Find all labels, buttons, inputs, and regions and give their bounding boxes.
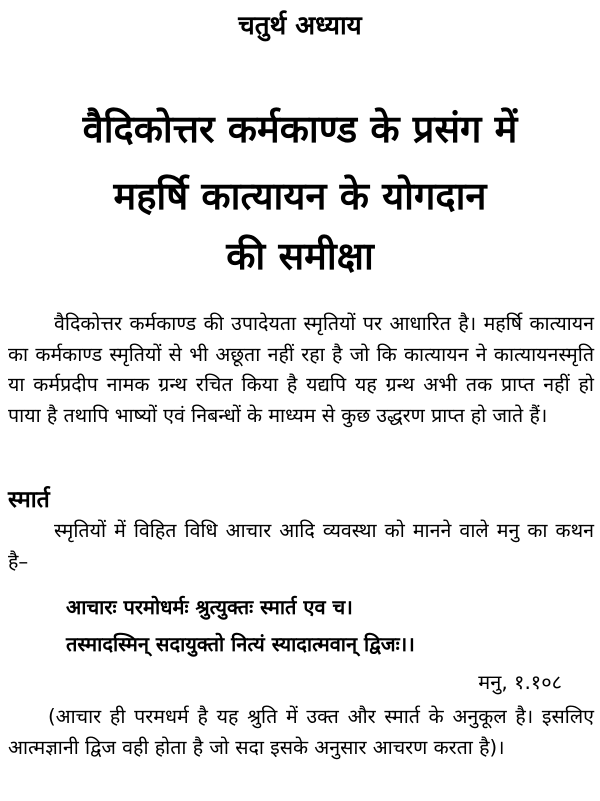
chapter-title-line-1: वैदिकोत्तर कर्मकाण्ड के प्रसंग में — [82, 107, 518, 151]
intro-paragraph: वैदिकोत्तर कर्मकाण्ड की उपादेयता स्मृतियों पर आधारित है। महर्षि कात्यायन का कर्मकाण्ड स्मृतियों से भी अछूता नहीं रहा है जो कि कात्यायन ने कात्यायनस्मृति या कर्मप्रदीप नामक ग्रन्थ रचित किया है यद्यपि यह ग्रन्थ अभी तक प्राप्त नहीं हो पाया है तथापि भाष्यों एवं निबन्धों के माध्यम से कुछ उद्धरण प्राप्त हो जाते हैं। — [8, 312, 594, 427]
chapter-title-line-3: की समीक्षा — [226, 234, 374, 278]
verse-explanation-paragraph: (आचार ही परमधर्म है यह श्रुति में उक्त और स्मार्त के अनुकूल है। इसलिए आत्मज्ञानी द्विज वही होता है जो सदा इसके अनुसार आचरण करता है)। — [8, 705, 594, 759]
chapter-heading: चतुर्थ अध्याय — [238, 11, 362, 41]
verse-line-2: तस्मादस्मिन् सदायुक्तो नित्यं स्यादात्मवान् द्विजः।। — [66, 632, 415, 656]
verse-line-1: आचारः परमोधर्मः श्रुत्युक्तः स्मार्त एव च। — [66, 595, 353, 619]
section-heading: स्मार्त — [8, 487, 50, 513]
manu-intro-paragraph: स्मृतियों में विहित विधि आचार आदि व्यवस्था को मानने वाले मनु का कथन है– — [8, 519, 594, 573]
chapter-title-line-2: महर्षि कात्यायन के योगदान — [113, 174, 487, 218]
verse-reference: मनु, १.१०८ — [478, 670, 562, 694]
